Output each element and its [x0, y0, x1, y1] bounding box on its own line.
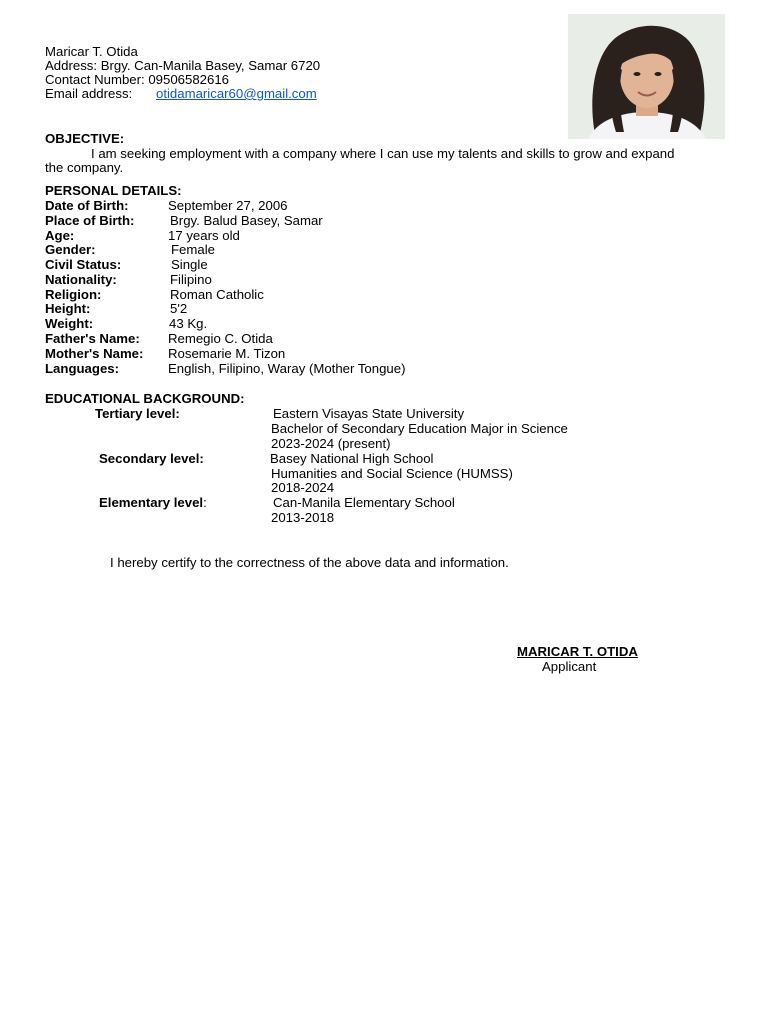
objective-line-2: the company. [45, 160, 124, 175]
gender-label: Gender: [45, 242, 96, 257]
weight-label: Weight: [45, 316, 94, 331]
signature-title: Applicant [542, 659, 597, 674]
religion-value: Roman Catholic [170, 287, 264, 302]
father-name-label: Father's Name: [45, 331, 140, 346]
height-value: 5'2 [170, 301, 188, 316]
secondary-school: Basey National High School [270, 451, 434, 466]
languages-label: Languages: [45, 361, 120, 376]
tertiary-school: Eastern Visayas State University [273, 406, 465, 421]
address-line: Address: Brgy. Can-Manila Basey, Samar 6720 [45, 58, 321, 73]
pob-value: Brgy. Balud Basey, Samar [170, 213, 323, 228]
dob-value: September 27, 2006 [168, 198, 288, 213]
elementary-label-colon: : [203, 495, 207, 510]
civil-status-label: Civil Status: [45, 257, 122, 272]
gender-value: Female [171, 242, 215, 257]
secondary-course: Humanities and Social Science (HUMSS) [271, 466, 513, 481]
age-value: 17 years old [168, 228, 240, 243]
nationality-value: Filipino [170, 272, 212, 287]
civil-status-value: Single [171, 257, 208, 272]
pob-label: Place of Birth: [45, 213, 135, 228]
languages-value: English, Filipino, Waray (Mother Tongue) [168, 361, 406, 376]
name-line: Maricar T. Otida [45, 44, 138, 59]
signature-name: MARICAR T. OTIDA [517, 644, 638, 659]
elementary-years: 2013-2018 [271, 510, 335, 525]
tertiary-years: 2023-2024 (present) [271, 436, 391, 451]
secondary-label: Secondary level: [99, 451, 204, 466]
mother-name-label: Mother's Name: [45, 346, 144, 361]
objective-heading: OBJECTIVE: [45, 131, 125, 146]
education-heading: EDUCATIONAL BACKGROUND: [45, 391, 245, 406]
father-name-value: Remegio C. Otida [168, 331, 273, 346]
email-label: Email address: [45, 86, 133, 101]
personal-details-heading: PERSONAL DETAILS: [45, 183, 182, 198]
age-label: Age: [45, 228, 75, 243]
tertiary-label: Tertiary level: [95, 406, 180, 421]
email-link[interactable]: otidamaricar60@gmail.com [156, 86, 317, 101]
nationality-label: Nationality: [45, 272, 117, 287]
secondary-years: 2018-2024 [271, 480, 335, 495]
elementary-school: Can-Manila Elementary School [273, 495, 455, 510]
religion-label: Religion: [45, 287, 102, 302]
elementary-label [99, 495, 207, 510]
mother-name-value: Rosemarie M. Tizon [168, 346, 286, 361]
objective-line-1: I am seeking employment with a company where I can use my talents and skills to grow and expand [91, 146, 675, 161]
height-label: Height: [45, 301, 91, 316]
tertiary-course: Bachelor of Secondary Education Major in Science [271, 421, 568, 436]
weight-value: 43 Kg. [169, 316, 208, 331]
applicant-photo [568, 14, 725, 139]
certification-statement: I hereby certify to the correctness of the above data and information. [110, 555, 509, 570]
dob-label: Date of Birth: [45, 198, 129, 213]
contact-line: Contact Number: 09506582616 [45, 72, 230, 87]
elementary-label-text: Elementary level [99, 495, 204, 510]
